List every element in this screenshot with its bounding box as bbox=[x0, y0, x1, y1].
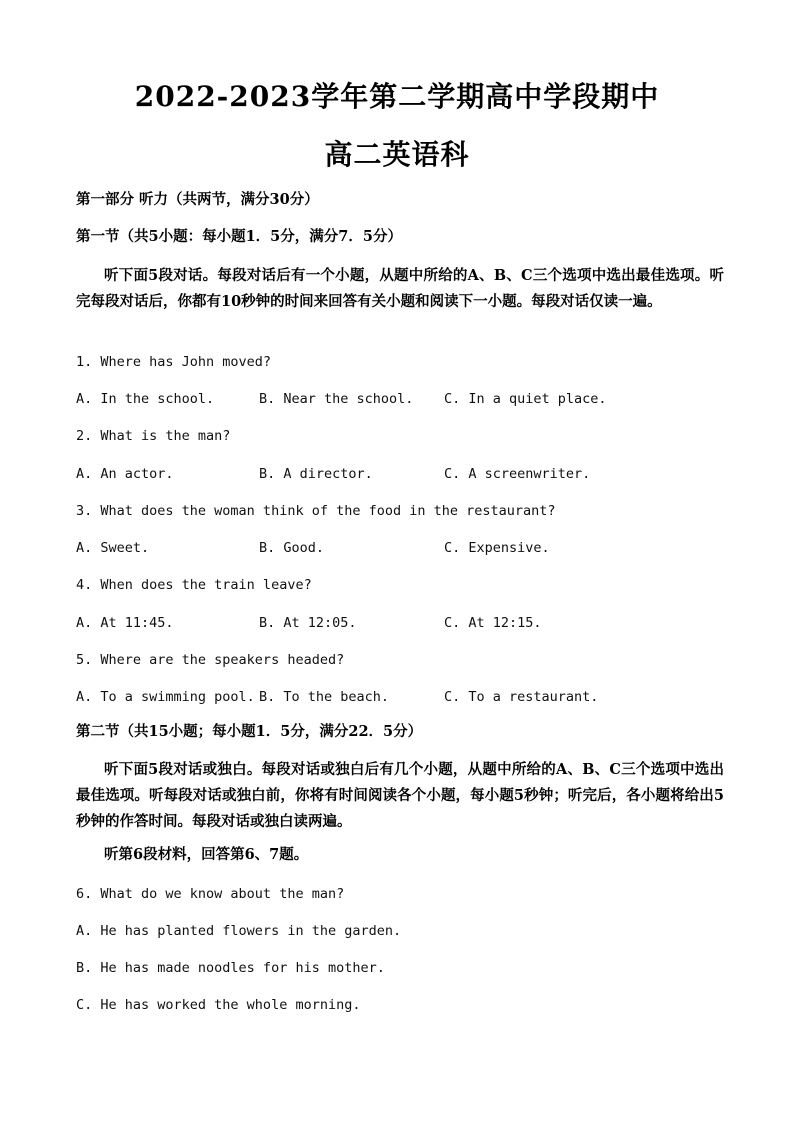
section2-instructions: 听下面5段对话或独白。每段对话或独白后有几个小题，从题中所给的A、B、C三个选项中选出最佳选项。听每段对话或独白前，你将有时间阅读各个小题，每小题5秒钟；听完后，各小题将给出5秒钟的作答时间。每段对话或独白读两遍。 bbox=[76, 761, 724, 830]
q2-option-a: A. An actor. bbox=[76, 466, 174, 482]
q5-option-b: B. To the beach. bbox=[259, 689, 390, 705]
exam-title: 2022-2023学年第二学期高中学段期中 bbox=[134, 80, 660, 113]
q4-option-a: A. At 11:45. bbox=[76, 615, 174, 631]
q6-option-b: B. He has made noodles for his mother. bbox=[76, 960, 385, 976]
part1-heading: 第一部分 听力（共两节，满分30分） bbox=[76, 191, 319, 208]
q4-option-b: B. At 12:05. bbox=[259, 615, 357, 631]
material-note: 听第6段材料，回答第6、7题。 bbox=[104, 846, 309, 863]
q3-option-a: A. Sweet. bbox=[76, 540, 150, 556]
q6-option-a: A. He has planted flowers in the garden. bbox=[76, 923, 402, 939]
section1-instructions: 听下面5段对话。每段对话后有一个小题，从题中所给的A、B、C三个选项中选出最佳选项。听完每段对话后，你都有10秒钟的时间来回答有关小题和阅读下一小题。每段对话仅读一遍。 bbox=[76, 267, 724, 310]
q6-option-c: C. He has worked the whole morning. bbox=[76, 997, 361, 1013]
question-2: 2. What is the man? bbox=[76, 428, 231, 444]
section1-heading: 第一节（共5小题：每小题1．5分，满分7．5分） bbox=[76, 228, 402, 245]
q1-option-b: B. Near the school. bbox=[259, 391, 414, 407]
q1-option-a: A. In the school. bbox=[76, 391, 215, 407]
q3-option-c: C. Expensive. bbox=[444, 540, 550, 556]
question-6: 6. What do we know about the man? bbox=[76, 886, 345, 902]
q3-option-b: B. Good. bbox=[259, 540, 325, 556]
question-4: 4. When does the train leave? bbox=[76, 577, 312, 593]
exam-subtitle: 高二英语科 bbox=[324, 138, 470, 171]
section2-heading: 第二节（共15小题；每小题1．5分，满分22．5分） bbox=[76, 723, 423, 740]
q2-option-c: C. A screenwriter. bbox=[444, 466, 591, 482]
q4-option-c: C. At 12:15. bbox=[444, 615, 542, 631]
question-3: 3. What does the woman think of the food in the restaurant? bbox=[76, 503, 556, 519]
question-1: 1. Where has John moved? bbox=[76, 354, 272, 370]
q2-option-b: B. A director. bbox=[259, 466, 373, 482]
q5-option-c: C. To a restaurant. bbox=[444, 689, 599, 705]
q5-option-a: A. To a swimming pool. bbox=[76, 689, 255, 705]
question-5: 5. Where are the speakers headed? bbox=[76, 652, 345, 668]
q1-option-c: C. In a quiet place. bbox=[444, 391, 607, 407]
